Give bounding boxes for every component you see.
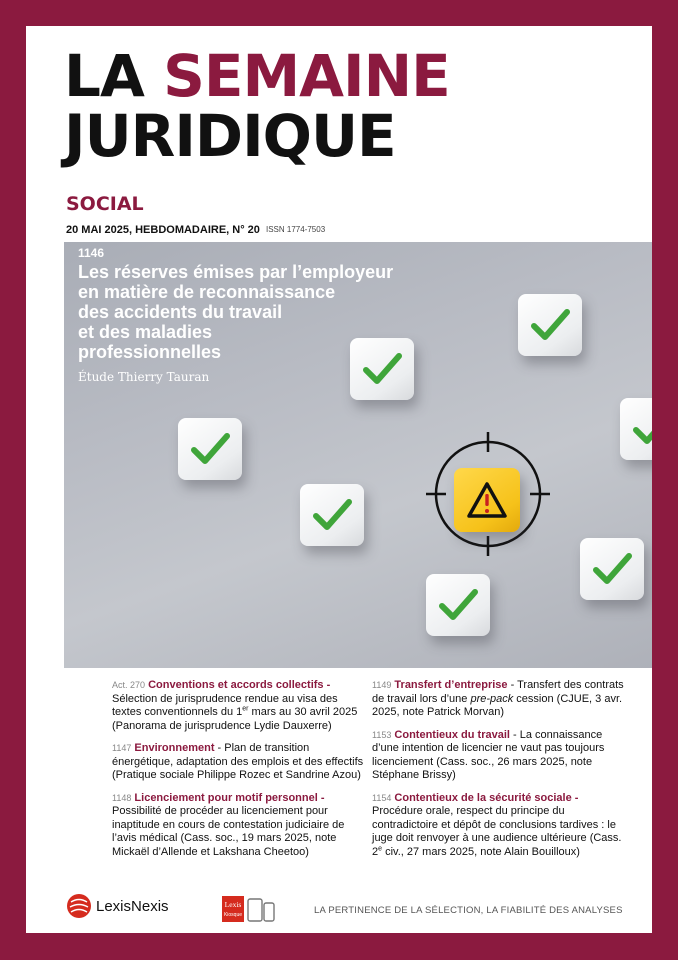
check-cube bbox=[300, 484, 364, 546]
entry-text: Possibilité de procéder au licenciement pour inaptitude en cours de contestation judiciaire de l’avis médical (Cass. soc., 19 mars 2025, note Mickaël d’Allende et Lakshana Cheetoo) bbox=[112, 805, 345, 858]
masthead-la: LA bbox=[64, 42, 144, 110]
entry-number: 1149 bbox=[372, 680, 392, 690]
contents-entry[interactable] bbox=[112, 679, 364, 733]
lexisnexis-globe-icon bbox=[66, 893, 92, 919]
check-cube bbox=[518, 294, 582, 356]
contents-right-column bbox=[372, 679, 628, 868]
entry-text: er bbox=[242, 705, 249, 713]
kiosque-brand: Lexis bbox=[224, 900, 242, 909]
entry-text: mars au 30 avril 2025 (Panorama de jurisprudence Lydie Dauxerre) bbox=[112, 706, 358, 732]
issn: ISSN 1774-7503 bbox=[266, 225, 326, 234]
feature-title-line: des accidents du travail bbox=[78, 302, 283, 322]
check-cube bbox=[178, 418, 242, 480]
hero-image[interactable] bbox=[64, 242, 652, 668]
entry-heading: Contentieux du travail bbox=[394, 728, 510, 741]
contents-entry[interactable] bbox=[112, 792, 364, 860]
entry-text: e bbox=[378, 844, 383, 852]
feature-author: Étude Thierry Tauran bbox=[78, 370, 210, 384]
entry-heading: Contentieux de la sécurité sociale - bbox=[394, 791, 579, 804]
feature-title-line: et des maladies bbox=[78, 322, 213, 342]
masthead-semaine: SEMAINE bbox=[163, 42, 450, 110]
warning-icon bbox=[467, 481, 507, 519]
entry-number: 1154 bbox=[372, 792, 392, 803]
tagline: LA PERTINENCE DE LA SÉLECTION, LA FIABILITÉ DES ANALYSES bbox=[314, 905, 623, 916]
cover-page bbox=[26, 26, 652, 933]
masthead-juridique: JURIDIQUE bbox=[64, 102, 396, 170]
contents-entry[interactable] bbox=[112, 742, 364, 783]
entry-number: 1147 bbox=[112, 743, 132, 753]
check-cube bbox=[426, 574, 490, 636]
issue-line: 20 MAI 2025, HEBDOMADAIRE, N° 20 bbox=[66, 224, 260, 236]
masthead bbox=[64, 42, 450, 170]
checkmark-icon bbox=[190, 430, 230, 468]
feature-title[interactable] bbox=[78, 262, 393, 362]
feature-title-line: Les réserves émises par l’employeur bbox=[78, 262, 394, 282]
entry-text: Sélection de jurisprudence rendue au visa des textes conventionnels du 1 bbox=[112, 692, 338, 718]
entry-heading: Licenciement pour motif personnel - bbox=[134, 791, 325, 804]
entry-heading: Transfert d’entreprise bbox=[394, 679, 508, 691]
section-title: SOCIAL bbox=[66, 193, 144, 215]
check-cube bbox=[620, 398, 652, 460]
checkmark-icon bbox=[592, 550, 632, 588]
kiosque-label: Kiosque bbox=[223, 912, 243, 918]
entry-heading: Conventions et accords collectifs - bbox=[148, 679, 331, 691]
feature-title-line: professionnelles bbox=[78, 342, 222, 362]
checkmark-icon bbox=[530, 306, 570, 344]
checkmark-icon bbox=[632, 410, 652, 448]
feature-article[interactable] bbox=[78, 246, 393, 384]
entry-number: 1153 bbox=[372, 729, 392, 740]
entry-text: Procédure orale, respect du principe du contradictoire et dépôt de conclusions tardives : le juge doit renvoyer à une audience ultérieure (Cass. 2 bbox=[372, 805, 622, 858]
entry-text: civ., 27 mars 2025, note Alain Bouilloux) bbox=[382, 845, 580, 858]
entry-text: - Plan de transition énergétique, adaptation des emplois et des effectifs (Pratique sociale Philippe Rozec et Sandrine Azou) bbox=[112, 742, 364, 781]
contents-entry[interactable] bbox=[372, 729, 628, 783]
contents-entry[interactable] bbox=[372, 792, 628, 860]
entry-text: cession (CJUE, 3 avr. 2025, note Patrick Morvan) bbox=[372, 692, 623, 718]
entry-text: pre-pack bbox=[470, 692, 514, 705]
contents-left-column bbox=[112, 679, 364, 868]
entry-heading: Environnement bbox=[134, 742, 215, 754]
contents-entry[interactable] bbox=[372, 679, 628, 720]
check-cube bbox=[580, 538, 644, 600]
entry-text: - La connaissance d’une intention de licencier ne vaut pas toujours licenciement (Cass. soc., 26 mars 2025, note Stéphane Brissy) bbox=[372, 728, 605, 781]
publisher-name: LexisNexis bbox=[96, 897, 169, 915]
publisher-logo[interactable] bbox=[66, 893, 169, 919]
kiosque-devices-icon bbox=[222, 896, 278, 922]
feature-title-line: en matière de reconnaissance bbox=[78, 282, 336, 302]
feature-number: 1146 bbox=[78, 246, 105, 260]
checkmark-icon bbox=[312, 496, 352, 534]
lexis-kiosque-badge[interactable] bbox=[222, 896, 278, 927]
warning-cube bbox=[454, 468, 520, 532]
entry-number: Act. 270 bbox=[112, 680, 146, 690]
entry-text: - Transfert des contrats de travail lors d’une bbox=[372, 679, 624, 705]
checkmark-icon bbox=[438, 586, 478, 624]
entry-number: 1148 bbox=[112, 792, 132, 803]
